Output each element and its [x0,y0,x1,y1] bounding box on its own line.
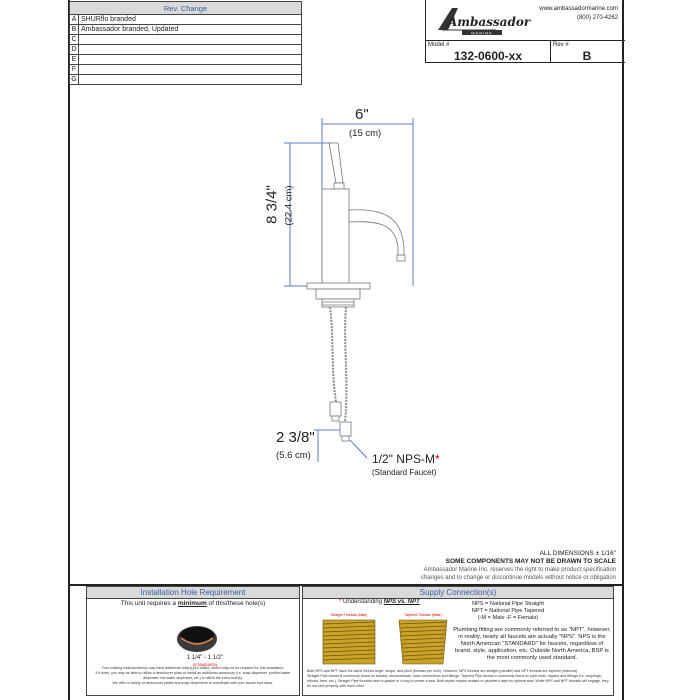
install-title: Installation Hole Requirement [87,587,299,599]
website-link[interactable]: www.ambassadormarine.com [539,6,618,12]
rev-label: Rev # [553,42,569,48]
supply-panel [302,586,614,696]
connection-leader [350,440,367,458]
connection-asterisk: * [434,452,440,466]
revision-row: A SHURflo branded [70,15,302,25]
model-number: 132-0600-xx [453,49,523,63]
supply-subtitle: * Understanding NPS vs. NPT [339,599,420,605]
tail-dimension-line [314,430,340,462]
hose-fitting [330,402,351,441]
tolerance-note: ALL DIMENSIONS ± 1/16" [539,550,616,557]
revision-row: G [70,75,302,85]
scale-note: SOME COMPONENTS MAY NOT BE DRAWN TO SCALE [445,558,616,565]
tapered-thread-label: Tapered Threads (Male) [404,613,442,617]
gender-definition: (-M = Male -F = Female) [477,615,539,621]
revision-row: B Ambassador branded, Updated [70,25,302,35]
svg-text:MARINE: MARINE [471,30,493,36]
supply-title: Supply Connection(s) [303,587,613,599]
supply-notes: Both NPS and NPT have the same thread angle, shape, and pitch (threads per inch). However, NPS threads are straight (parallel) and NPT threads are tapered (reduced). Straight Pipe thread is commonly found on faucets, showerheads, hose connections and fittings. Tapered Pipe thread is commonly found on pipe ends, nipples and fittings (i.e. couplings, elbows, tees, etc.). Straight Pipe threads need a gasket or o-ring to create a seal. Both styles require sealant or plumber's tape for optimal seal. While NPS and NPT threads will engage, they do not seal properly with each other. [307,669,609,688]
thread-comparison-icon [311,611,461,666]
install-subtitle: This unit requires a minimum of this/these hole(s) [120,600,266,607]
nps-definition: NPS = National Pipe Straight [472,601,544,607]
faucet-shank [322,299,354,307]
install-notes: Your existing sink/countertop may have additional hole(s) pre-drilled, which may not be required for this installation. If it does, you may be able to utilize a deck/cover plate or install an additional accessory (i.e. soap dispenser, purified water dispenser, hot water dispenser, etc.) to utilize the extra hole(s). We offer a variety of deck/cover plates and soap dispensers to coordinate with your faucet and decor. [95,666,291,685]
supply-explanation: Plumbing fitting are commonly referred to as "NPT", however, in reality, nearly all faucets are actually "NPS". NPS is the North American "STANDARD" for faucets, regardless of brand, style, application, etc. Outside North America, BSP is the most commonly used standard. [453,627,611,661]
mounting-hole-icon [171,621,223,655]
tapered-thread-icon [399,620,447,664]
tail-dimension: 2 3/8" [276,429,315,446]
width-dimension-metric: (15 cm) [349,128,382,139]
install-panel [86,586,300,696]
height-dimension: 8 3/4" [263,185,281,224]
svg-text:Ambassador: Ambassador [448,15,531,29]
revision-row: D [70,45,302,55]
hole-standard-label: (STANDARD) [192,662,218,667]
phone-number: (800) 270-4262 [576,15,618,21]
width-dimension: 6" [355,106,369,123]
connection-type: (Standard Faucet) [372,468,437,477]
tail-dimension-metric: (5.6 cm) [276,450,311,461]
npt-definition: NPT = National Pipe Tapered [471,608,545,614]
faucet-body [307,189,405,299]
revision-row: E [70,55,302,65]
connection-size: 1/2" NPS-M* [372,452,440,466]
revision-header: Rev. Change [70,2,302,15]
revision-row: C [70,35,302,45]
straight-thread-label: Straight Threads (Male) [330,613,368,617]
rev-number: B [582,49,592,63]
height-dimension-metric: (22.4 cm) [283,185,295,226]
straight-thread-icon [323,620,375,664]
dimension-notes [446,550,616,566]
hole-diameter: 1 1/4" - 1 1/2" [186,655,224,661]
revision-row: F [70,65,302,75]
faucet-handle [329,143,344,189]
thread-definitions [468,601,548,622]
model-label: Model # [428,42,450,48]
disclaimer: Ambassador Marine Inc. reserves the right to make product specification changes and to change or discontinue models without notice or obligation [420,567,616,581]
